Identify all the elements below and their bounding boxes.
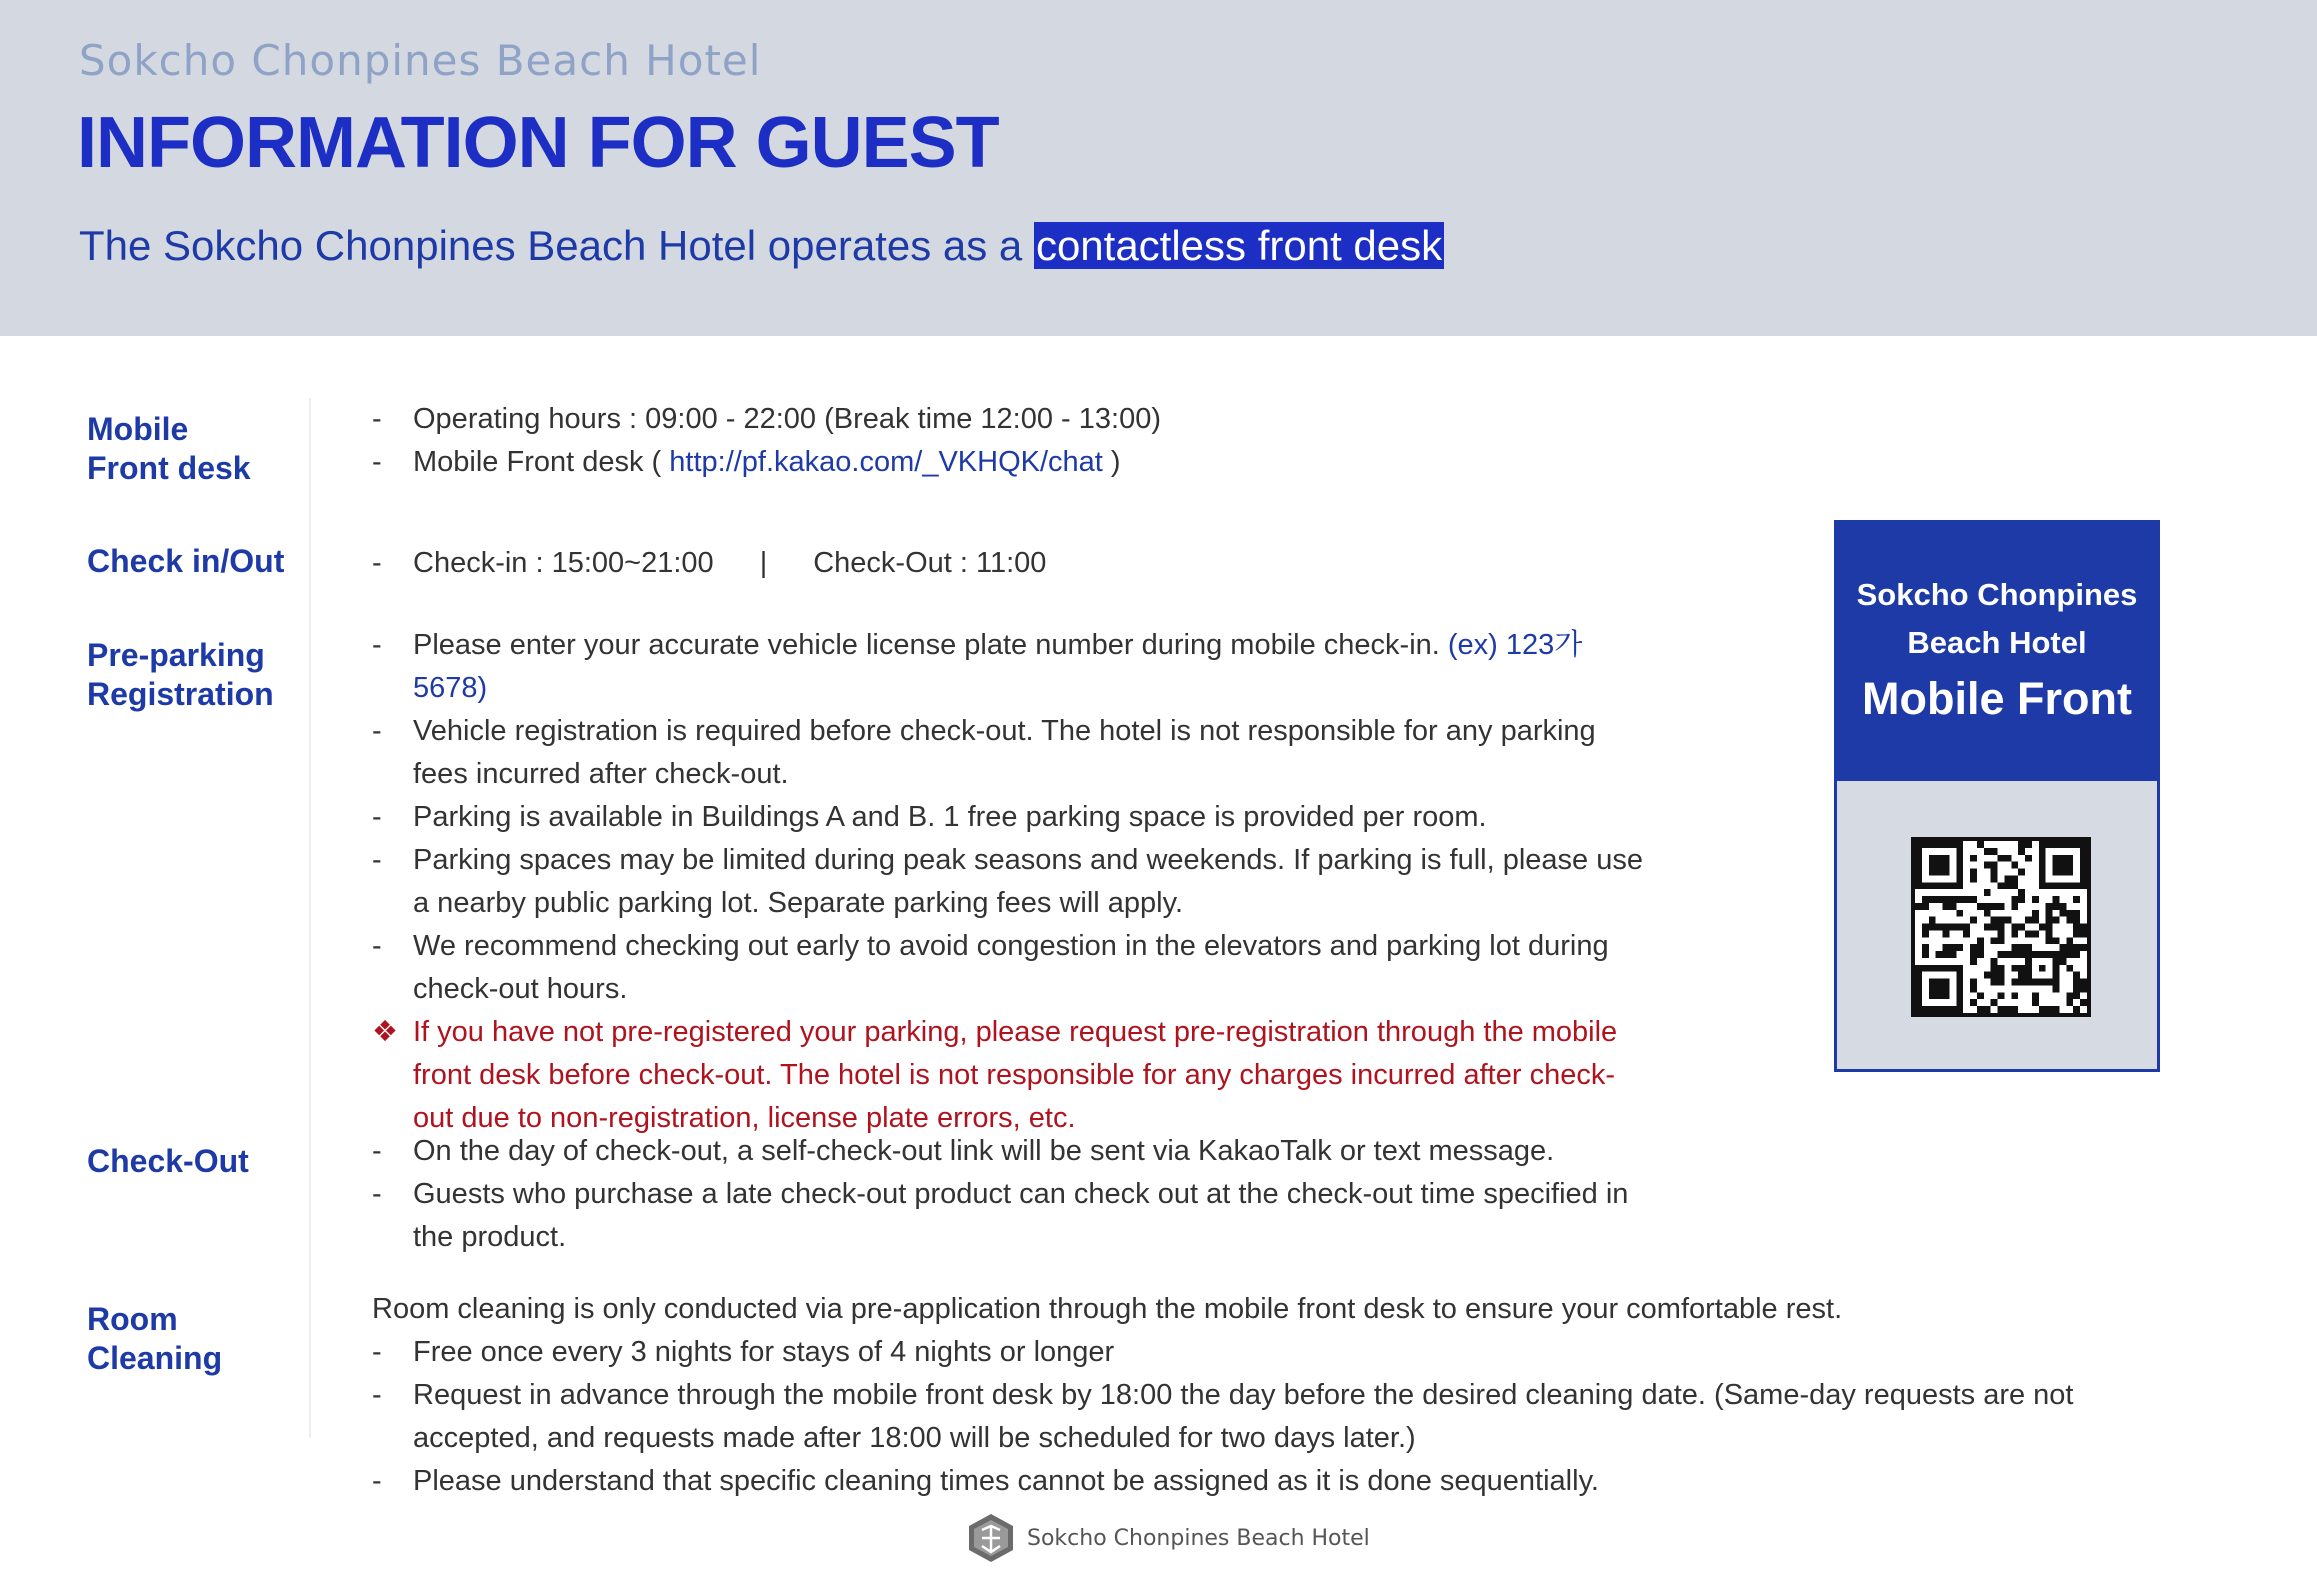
cleaning-item-text: Please understand that specific cleaning times cannot be assigned as it is done sequentially. [413,1465,1599,1497]
qr-code-icon[interactable] [1911,837,2091,1017]
check-in-out-block [372,542,1772,585]
list-item [372,1374,2172,1460]
list-item [372,925,1647,1011]
qr-card-line2: Beach Hotel [1907,625,2087,660]
list-item [372,1460,2172,1503]
dash-bullet: - [372,801,382,833]
column-divider [309,398,311,1438]
list-item [372,398,1772,441]
dash-bullet: - [372,403,382,435]
list-item [372,1173,1647,1259]
mobile-front-desk-block [372,398,1772,484]
label-check-out: Check-Out [87,1143,249,1179]
kakao-chat-link[interactable]: http://pf.kakao.com/_VKHQK/chat [669,446,1103,478]
dash-bullet: - [372,1465,382,1497]
separator: | [759,547,768,579]
cleaning-item-text: Free once every 3 nights for stays of 4 nights or longer [413,1336,1115,1368]
dash-bullet: - [372,446,382,478]
parking-item-text: Vehicle registration is required before check-out. The hotel is not responsible for any parking fees incurred after check-out. [413,715,1596,790]
list-item [372,624,1647,710]
page-header [0,0,2317,336]
check-out-time: Check-Out : 11:00 [813,547,1047,579]
label-line: Front desk [87,450,251,486]
label-line: Pre-parking [87,637,265,673]
check-out-item-text: On the day of check-out, a self-check-out link will be sent via KakaoTalk or text message. [413,1135,1555,1167]
dash-bullet: - [372,930,382,962]
dash-bullet: - [372,1178,382,1210]
label-pre-parking [87,636,274,714]
qr-card-line1: Sokcho Chonpines [1856,577,2138,612]
cleaning-item-text: Request in advance through the mobile front desk by 18:00 the day before the desired cleaning date. (Same-day requests are not accepted, and requests made after 18:00 will be scheduled for two days later.) [413,1379,2074,1454]
dash-bullet: - [372,547,382,579]
label-check-in-out: Check in/Out [87,543,285,579]
parking-item-text: Parking spaces may be limited during peak seasons and weekends. If parking is full, please use a nearby public parking lot. Separate parking fees will apply. [413,844,1643,919]
room-cleaning-intro: Room cleaning is only conducted via pre-application through the mobile front desk to ensure your comfortable rest. [372,1293,1843,1325]
qr-card-header [1837,523,2157,781]
label-mobile-front-desk [87,410,251,488]
list-item [372,1331,2172,1374]
dash-bullet: - [372,844,382,876]
label-line: Registration [87,676,274,712]
label-line: Room [87,1301,178,1337]
label-room-cleaning [87,1300,222,1378]
parking-item-text: We recommend checking out early to avoid congestion in the elevators and parking lot during check-out hours. [413,930,1609,1005]
hotel-logo-icon [965,1512,1017,1564]
operating-hours: Operating hours : 09:00 - 22:00 (Break time 12:00 - 13:00) [413,403,1161,435]
list-item [372,542,1772,585]
list-item [372,1130,1647,1173]
pre-parking-block [372,624,1647,1140]
parking-item-text: Parking is available in Buildings A and B. 1 free parking space is provided per room. [413,801,1487,833]
list-item [372,839,1647,925]
check-out-item-text: Guests who purchase a late check-out product can check out at the check-out time specified in the product. [413,1178,1629,1253]
list-item [372,710,1647,796]
list-item [372,441,1772,484]
qr-code-graphic [1915,841,2087,1013]
page-subtitle [79,222,1444,270]
dash-bullet: - [372,1336,382,1368]
list-item [372,796,1647,839]
check-in-time: Check-in : 15:00~21:00 [413,547,714,579]
warning-item [372,1011,1647,1140]
label-line: Cleaning [87,1340,223,1376]
subtitle-highlight: contactless front desk [1035,222,1443,269]
warning-bullet-icon: ❖ [372,1016,398,1048]
mobile-front-qr-card [1834,520,2160,1072]
subtitle-text: The Sokcho Chonpines Beach Hotel operates as a [79,222,1034,269]
parking-warning-text: If you have not pre-registered your parking, please request pre-registration through the mobile front desk before check-out. The hotel is not responsible for any charges incurred after check-out due to non-registration, license plate errors, etc. [413,1016,1618,1134]
qr-card-title: Mobile Front [1862,673,2132,724]
mobile-front-prefix: Mobile Front desk ( [413,446,670,478]
footer [965,1512,1370,1564]
footer-text: Sokcho Chonpines Beach Hotel [1027,1525,1370,1551]
plate-example: (ex) 123가5678) [413,629,1583,704]
hotel-name: Sokcho Chonpines Beach Hotel [79,36,762,85]
parking-item-text: Please enter your accurate vehicle license plate number during mobile check-in. [413,629,1440,661]
dash-bullet: - [372,1135,382,1167]
mobile-front-suffix: ) [1102,446,1121,478]
page-title: INFORMATION FOR GUEST [77,103,999,183]
check-out-block [372,1130,1647,1259]
dash-bullet: - [372,1379,382,1411]
room-cleaning-block [372,1288,2172,1503]
label-line: Mobile [87,411,189,447]
dash-bullet: - [372,629,382,661]
dash-bullet: - [372,715,382,747]
